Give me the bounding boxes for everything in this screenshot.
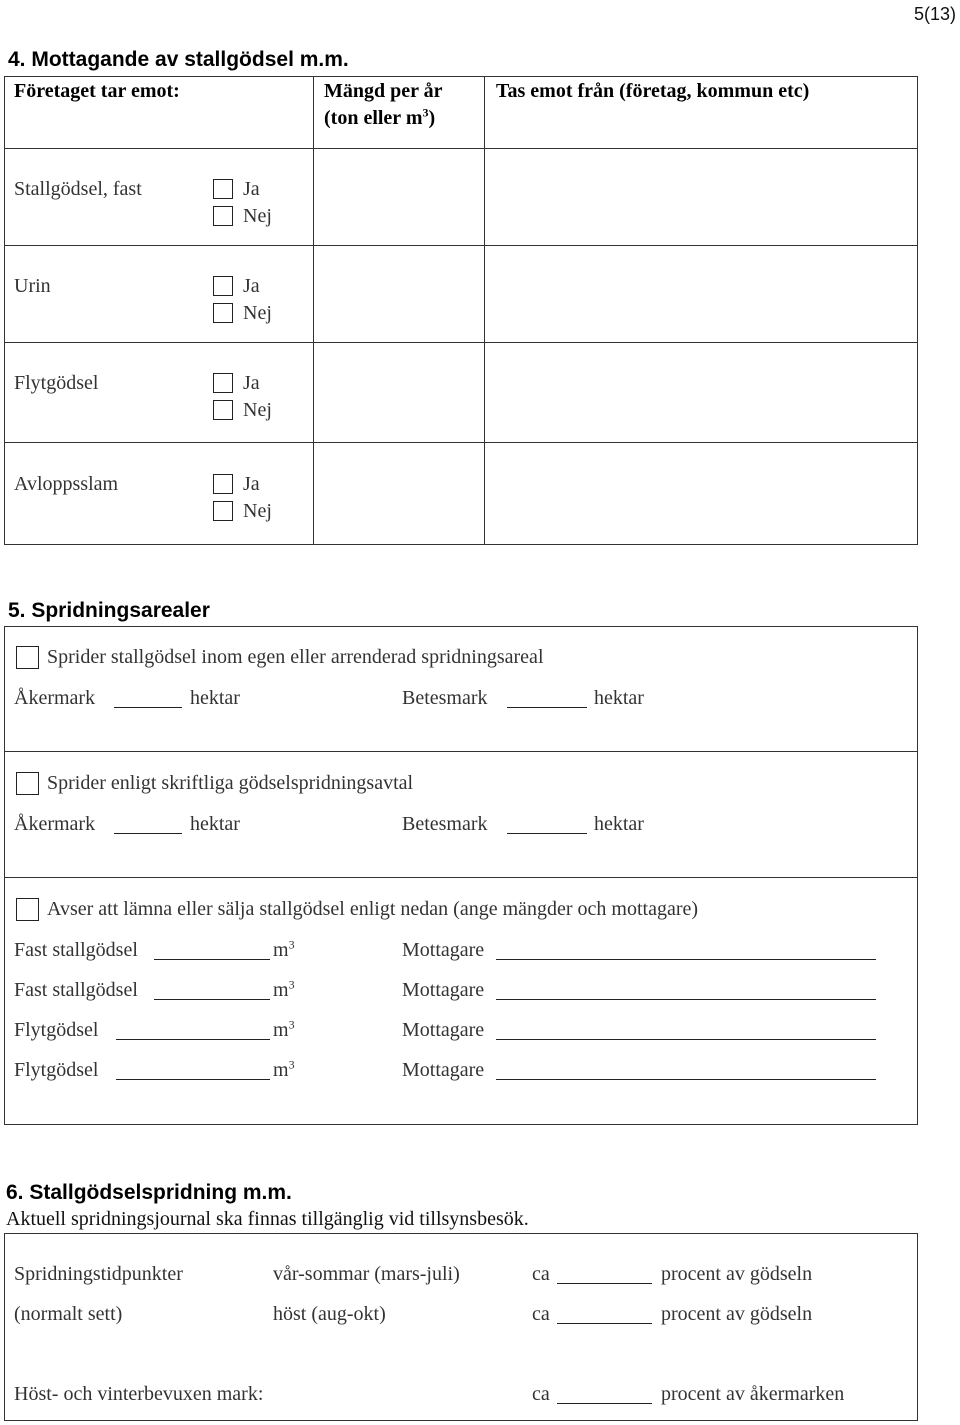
label-m3: $m^3$ [273,937,295,961]
label-host-vinterbevuxen: Höst- och vinterbevuxen mark: [14,1383,264,1405]
label-m3: $m^3$ [273,977,295,1001]
label-mottagare: Mottagare [402,1059,485,1081]
label-nej: Nej [243,399,272,421]
flytgodsel-m3-field-1[interactable] [116,1039,270,1040]
label-var-sommar: vår-sommar (mars-juli) [273,1263,460,1285]
checkbox-flytgodsel-nej[interactable] [213,400,233,420]
label-betesmark: Betesmark [402,813,488,835]
checkbox-urin-nej[interactable] [213,303,233,323]
label-ja: Ja [243,372,260,394]
akermark-hektar-field-2[interactable] [114,833,182,834]
fast-stallgodsel-m3-field-1[interactable] [154,959,270,960]
label-nej: Nej [243,500,272,522]
label-nej: Nej [243,302,272,324]
betesmark-hektar-field-2[interactable] [507,833,587,834]
checkbox-egen-spridningsareal[interactable] [16,646,39,669]
label-m3: $m^3$ [273,1057,295,1081]
label-hektar: hektar [190,687,240,709]
label-ca: ca [532,1303,550,1325]
checkbox-urin-ja[interactable] [213,276,233,296]
label-ca: ca [532,1263,550,1285]
label-mottagare: Mottagare [402,939,485,961]
mottagare-field-3[interactable] [496,1039,876,1040]
checkbox-spridningsavtal[interactable] [16,772,39,795]
section5-heading: 5. Spridningsarealer [8,599,210,622]
row-label-flytgodsel: Flytgödsel [14,372,99,394]
label-ja: Ja [243,275,260,297]
mottagare-field-2[interactable] [496,999,876,1000]
col-header-amount: Mängd per år [324,80,443,102]
label-procent-godseln: procent av gödseln [661,1263,813,1285]
label-akermark: Åkermark [14,687,96,709]
section6-subtitle: Aktuell spridningsjournal ska finnas tillgänglig vid tillsynsbesök. [6,1208,529,1230]
row-label-fast-stallgodsel: Fast stallgödsel [14,979,138,1001]
checkbox-stallgodsel-nej[interactable] [213,206,233,226]
betesmark-hektar-field-1[interactable] [507,707,587,708]
label-spridningstidpunkter: Spridningstidpunkter [14,1263,183,1285]
label-hektar: hektar [594,687,644,709]
label-hektar: hektar [190,813,240,835]
col-header-from: Tas emot från (företag, kommun etc) [496,80,810,102]
mottagare-field-1[interactable] [496,959,876,960]
fast-stallgodsel-m3-field-2[interactable] [154,999,270,1000]
row-label-avloppsslam: Avloppsslam [14,473,119,495]
col-header-receives: Företaget tar emot: [14,80,180,102]
var-sommar-procent-field[interactable] [557,1283,652,1284]
section4-table [4,76,918,545]
option-spridningsavtal: Sprider enligt skriftliga gödselspridningsavtal [47,772,414,794]
row-label-fast-stallgodsel: Fast stallgödsel [14,939,138,961]
akermark-hektar-field-1[interactable] [114,707,182,708]
label-mottagare: Mottagare [402,979,485,1001]
checkbox-lamna-salja[interactable] [16,898,39,921]
label-host: höst (aug-okt) [273,1303,386,1325]
checkbox-stallgodsel-ja[interactable] [213,179,233,199]
label-procent-godseln: procent av gödseln [661,1303,813,1325]
row-label-urin: Urin [14,275,51,297]
page-number: 5(13) [913,4,956,24]
label-mottagare: Mottagare [402,1019,485,1041]
label-nej: Nej [243,205,272,227]
row-label-stallgodsel-fast: Stallgödsel, fast [14,178,142,200]
col-header-amount-unit: (ton eller $m^3$) [324,105,436,129]
vinterbevuxen-procent-field[interactable] [557,1403,652,1404]
label-betesmark: Betesmark [402,687,488,709]
label-normalt-sett: (normalt sett) [14,1303,123,1325]
label-ca: ca [532,1383,550,1405]
checkbox-avloppsslam-nej[interactable] [213,501,233,521]
section6-heading: 6. Stallgödselspridning m.m. [6,1181,292,1204]
checkbox-flytgodsel-ja[interactable] [213,373,233,393]
host-procent-field[interactable] [557,1323,652,1324]
row-label-flytgodsel: Flytgödsel [14,1019,99,1041]
label-ja: Ja [243,473,260,495]
flytgodsel-m3-field-2[interactable] [116,1079,270,1080]
label-hektar: hektar [594,813,644,835]
mottagare-field-4[interactable] [496,1079,876,1080]
label-m3: $m^3$ [273,1017,295,1041]
label-akermark: Åkermark [14,813,96,835]
row-label-flytgodsel: Flytgödsel [14,1059,99,1081]
checkbox-avloppsslam-ja[interactable] [213,474,233,494]
label-ja: Ja [243,178,260,200]
section4-heading: 4. Mottagande av stallgödsel m.m. [8,48,349,71]
option-lamna-salja: Avser att lämna eller sälja stallgödsel enligt nedan (ange mängder och mottagare) [47,898,699,920]
label-procent-akermarken: procent av åkermarken [661,1383,845,1405]
option-egen-spridningsareal: Sprider stallgödsel inom egen eller arrenderad spridningsareal [47,646,544,668]
